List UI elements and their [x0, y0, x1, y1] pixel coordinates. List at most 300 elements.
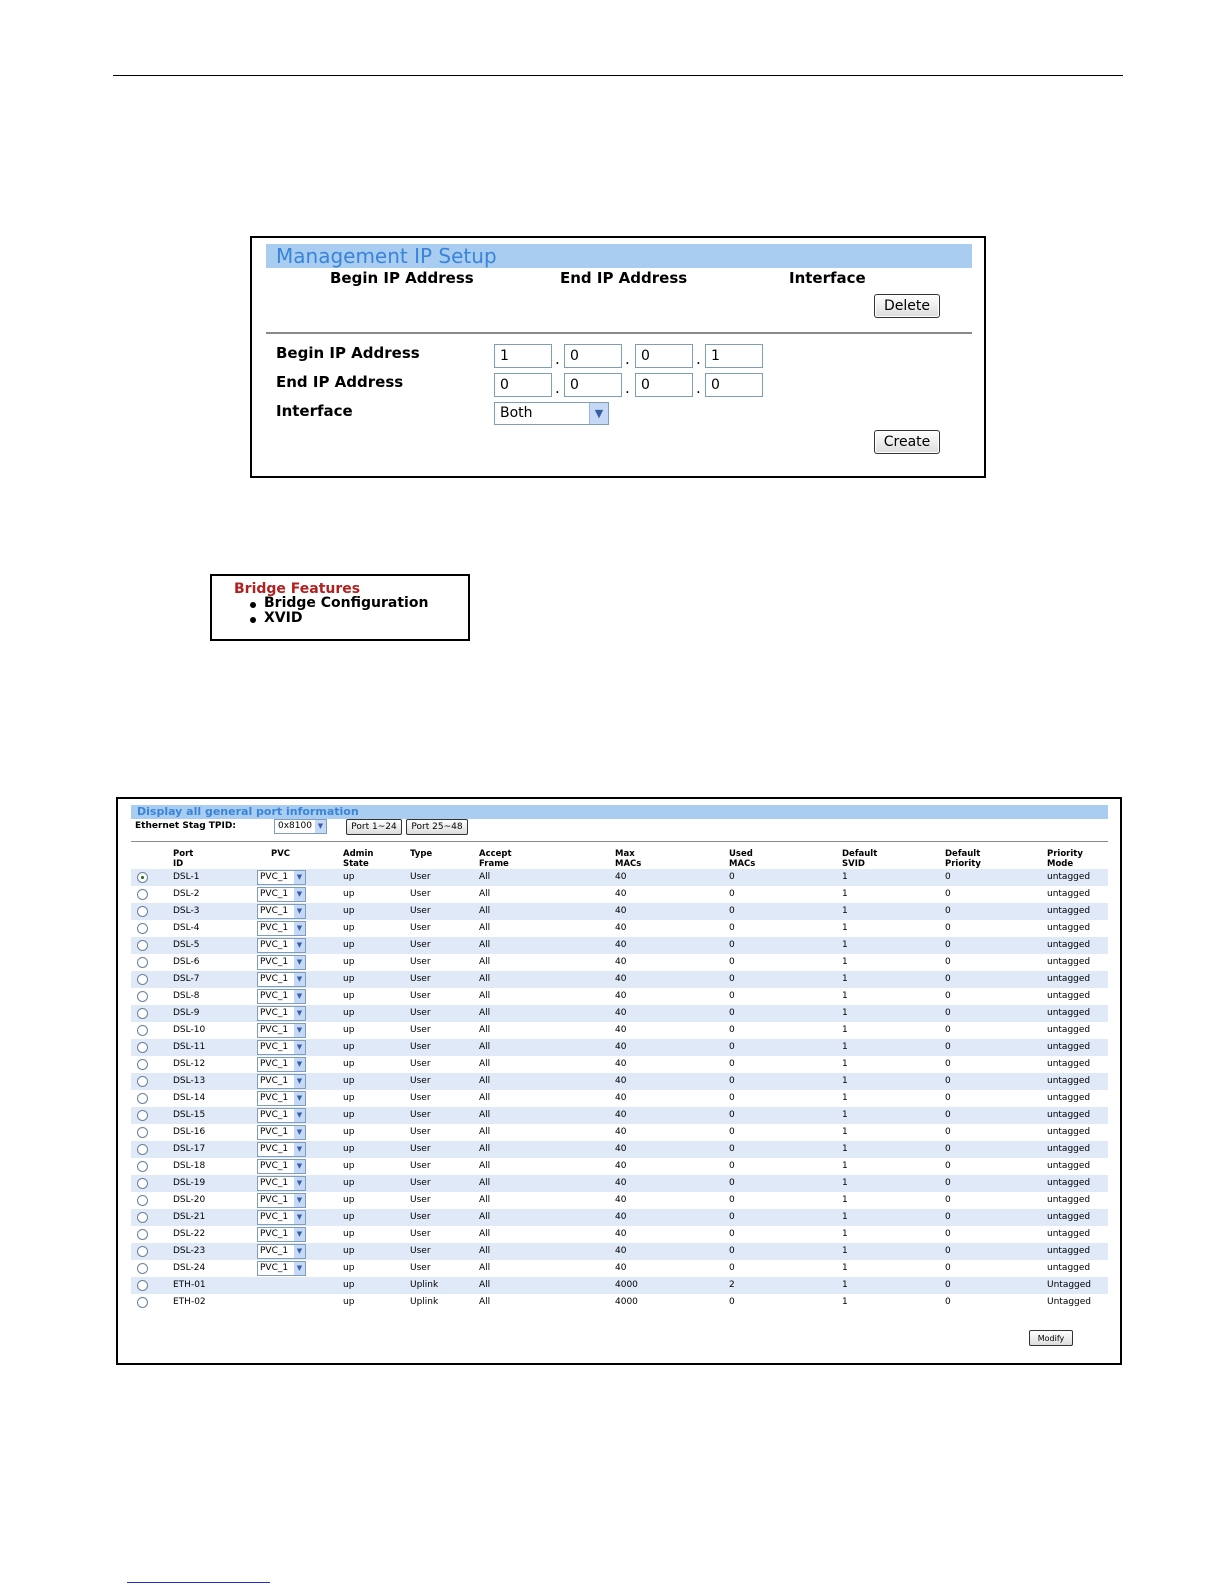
column-header-line: Type [410, 849, 433, 859]
begin-ip-octet-1[interactable]: 1 [494, 344, 552, 368]
cell-default-priority: 0 [945, 1008, 951, 1018]
cell-type: Uplink [410, 1280, 439, 1290]
ip-dot: . [696, 350, 701, 368]
cell-type: User [410, 872, 431, 882]
cell-accept-frame: All [479, 1161, 491, 1171]
column-end-ip: End IP Address [560, 269, 688, 287]
pvc-select-value: PVC_1 [260, 906, 289, 916]
menu-item-bridge-configuration[interactable]: Bridge Configuration [264, 595, 429, 611]
column-interface: Interface [789, 269, 866, 287]
ip-dot: . [625, 350, 630, 368]
cell-accept-frame: All [479, 1042, 491, 1052]
cell-used-macs: 0 [729, 1025, 735, 1035]
interface-select-value: Both [500, 405, 533, 421]
cell-used-macs: 0 [729, 957, 735, 967]
cell-max-macs: 40 [615, 872, 627, 882]
cell-port-id: DSL-8 [173, 991, 200, 1001]
row-select-radio[interactable] [137, 923, 148, 934]
ip-dot: . [555, 350, 560, 368]
cell-default-svid: 1 [842, 1297, 848, 1307]
table-row [131, 1005, 1108, 1022]
cell-default-priority: 0 [945, 872, 951, 882]
cell-type: User [410, 1161, 431, 1171]
column-header-line: Priority [945, 859, 981, 869]
cell-used-macs: 0 [729, 1093, 735, 1103]
pvc-select[interactable] [257, 1023, 306, 1038]
cell-default-svid: 1 [842, 1212, 848, 1222]
row-select-radio[interactable] [137, 1297, 148, 1308]
table-row [131, 1243, 1108, 1260]
cell-port-id: DSL-9 [173, 1008, 200, 1018]
cell-admin-state: up [343, 1076, 355, 1086]
cell-default-svid: 1 [842, 1093, 848, 1103]
cell-max-macs: 40 [615, 1229, 627, 1239]
cell-default-priority: 0 [945, 940, 951, 950]
cell-max-macs: 4000 [615, 1297, 638, 1307]
chevron-down-icon[interactable]: ▼ [294, 990, 305, 1003]
cell-priority-mode: untagged [1047, 1263, 1091, 1273]
chevron-down-icon[interactable]: ▼ [294, 1262, 305, 1275]
pvc-select[interactable] [257, 1227, 306, 1242]
pvc-select[interactable] [257, 1108, 306, 1123]
pvc-select[interactable] [257, 1057, 306, 1072]
begin-ip-octet-4[interactable]: 1 [705, 344, 763, 368]
cell-priority-mode: untagged [1047, 940, 1091, 950]
table-row [131, 1226, 1108, 1243]
table-row [131, 1090, 1108, 1107]
column-header-line: Accept [479, 849, 512, 859]
cell-max-macs: 40 [615, 1076, 627, 1086]
cell-priority-mode: untagged [1047, 1178, 1091, 1188]
cell-max-macs: 40 [615, 1144, 627, 1154]
row-select-radio[interactable] [137, 1212, 148, 1223]
cell-default-priority: 0 [945, 1059, 951, 1069]
cell-type: User [410, 1263, 431, 1273]
column-header-line: ID [173, 859, 184, 869]
cell-accept-frame: All [479, 1229, 491, 1239]
end-ip-octet-2[interactable]: 0 [564, 373, 622, 397]
cell-default-svid: 1 [842, 1161, 848, 1171]
cell-used-macs: 0 [729, 1042, 735, 1052]
delete-button[interactable]: Delete [874, 294, 940, 318]
cell-max-macs: 4000 [615, 1280, 638, 1290]
row-select-radio[interactable] [137, 1025, 148, 1036]
cell-priority-mode: Untagged [1047, 1297, 1092, 1307]
pvc-select-value: PVC_1 [260, 1195, 289, 1205]
cell-priority-mode: untagged [1047, 1161, 1091, 1171]
pvc-select[interactable] [257, 955, 306, 970]
cell-accept-frame: All [479, 1093, 491, 1103]
cell-type: Uplink [410, 1297, 439, 1307]
row-select-radio[interactable] [137, 872, 148, 883]
cell-admin-state: up [343, 991, 355, 1001]
cell-default-svid: 1 [842, 1280, 848, 1290]
cell-default-priority: 0 [945, 1144, 951, 1154]
chevron-down-icon[interactable]: ▼ [294, 1109, 305, 1122]
pvc-select-value: PVC_1 [260, 991, 289, 1001]
pvc-select[interactable] [257, 1159, 306, 1174]
column-header-line: Frame [479, 859, 509, 869]
port-1-24-button[interactable]: Port 1~24 [346, 819, 402, 835]
chevron-down-icon[interactable]: ▼ [294, 1160, 305, 1173]
cell-default-priority: 0 [945, 1025, 951, 1035]
cell-port-id: DSL-13 [173, 1076, 206, 1086]
cell-port-id: DSL-15 [173, 1110, 206, 1120]
cell-priority-mode: untagged [1047, 1025, 1091, 1035]
table-row [131, 1022, 1108, 1039]
table-row [131, 869, 1108, 886]
cell-type: User [410, 1229, 431, 1239]
ip-dot: . [696, 379, 701, 397]
port-25-48-button[interactable]: Port 25~48 [406, 819, 468, 835]
cell-used-macs: 0 [729, 889, 735, 899]
cell-port-id: DSL-3 [173, 906, 200, 916]
cell-used-macs: 0 [729, 1178, 735, 1188]
pvc-select[interactable] [257, 1040, 306, 1055]
column-header-line: Port [173, 849, 194, 859]
cell-priority-mode: untagged [1047, 1144, 1091, 1154]
cell-accept-frame: All [479, 1008, 491, 1018]
divider [131, 841, 1108, 842]
column-header-line: Default [842, 849, 878, 859]
cell-admin-state: up [343, 957, 355, 967]
row-select-radio[interactable] [137, 1263, 148, 1274]
cell-default-svid: 1 [842, 1059, 848, 1069]
end-ip-octet-1[interactable]: 0 [494, 373, 552, 397]
pvc-select[interactable] [257, 1244, 306, 1259]
column-header-priority-mode [1047, 849, 1083, 869]
management-ip-setup-panel [250, 236, 986, 478]
begin-ip-octet-2[interactable]: 0 [564, 344, 622, 368]
cell-default-priority: 0 [945, 1042, 951, 1052]
cell-port-id: DSL-17 [173, 1144, 206, 1154]
cell-default-priority: 0 [945, 1297, 951, 1307]
cell-accept-frame: All [479, 1127, 491, 1137]
tpid-select[interactable] [274, 819, 327, 834]
cell-priority-mode: untagged [1047, 1246, 1091, 1256]
pvc-select[interactable] [257, 1176, 306, 1191]
pvc-select[interactable] [257, 1006, 306, 1021]
cell-port-id: DSL-11 [173, 1042, 206, 1052]
cell-accept-frame: All [479, 1212, 491, 1222]
cell-max-macs: 40 [615, 1178, 627, 1188]
cell-accept-frame: All [479, 1297, 491, 1307]
row-select-radio[interactable] [137, 1161, 148, 1172]
create-button[interactable]: Create [874, 430, 940, 454]
cell-accept-frame: All [479, 906, 491, 916]
interface-select[interactable] [494, 402, 609, 425]
cell-default-priority: 0 [945, 1110, 951, 1120]
cell-used-macs: 0 [729, 1229, 735, 1239]
row-select-radio[interactable] [137, 940, 148, 951]
end-ip-octet-4[interactable]: 0 [705, 373, 763, 397]
cell-admin-state: up [343, 923, 355, 933]
chevron-down-icon[interactable]: ▼ [315, 820, 326, 833]
pvc-select-value: PVC_1 [260, 1042, 289, 1052]
table-row [131, 1260, 1108, 1277]
cell-used-macs: 0 [729, 1246, 735, 1256]
menu-item-xvid[interactable]: XVID [264, 610, 303, 626]
chevron-down-icon[interactable]: ▼ [294, 1092, 305, 1105]
cell-admin-state: up [343, 1246, 355, 1256]
cell-accept-frame: All [479, 1059, 491, 1069]
column-header-port-id [173, 849, 193, 869]
pvc-select-value: PVC_1 [260, 872, 289, 882]
end-ip-label: End IP Address [276, 373, 404, 391]
cell-default-svid: 1 [842, 1110, 848, 1120]
cell-default-svid: 1 [842, 991, 848, 1001]
cell-type: User [410, 940, 431, 950]
chevron-down-icon[interactable]: ▼ [294, 922, 305, 935]
cell-priority-mode: Untagged [1047, 1280, 1092, 1290]
row-select-radio[interactable] [137, 889, 148, 900]
chevron-down-icon[interactable]: ▼ [294, 1245, 305, 1258]
cell-port-id: DSL-4 [173, 923, 200, 933]
cell-used-macs: 0 [729, 1297, 735, 1307]
column-header-accept-frame [479, 849, 512, 869]
chevron-down-icon[interactable]: ▼ [294, 1041, 305, 1054]
cell-default-svid: 1 [842, 1246, 848, 1256]
row-select-radio[interactable] [137, 1093, 148, 1104]
row-select-radio[interactable] [137, 1059, 148, 1070]
cell-default-svid: 1 [842, 1144, 848, 1154]
cell-port-id: DSL-21 [173, 1212, 206, 1222]
pvc-select[interactable] [257, 921, 306, 936]
pvc-select[interactable] [257, 1142, 306, 1157]
chevron-down-icon[interactable]: ▼ [294, 1228, 305, 1241]
cell-default-priority: 0 [945, 906, 951, 916]
cell-admin-state: up [343, 1178, 355, 1188]
cell-max-macs: 40 [615, 1093, 627, 1103]
cell-type: User [410, 1025, 431, 1035]
cell-priority-mode: untagged [1047, 1212, 1091, 1222]
cell-default-priority: 0 [945, 923, 951, 933]
cell-type: User [410, 1246, 431, 1256]
cell-priority-mode: untagged [1047, 1127, 1091, 1137]
cell-accept-frame: All [479, 1144, 491, 1154]
table-row [131, 971, 1108, 988]
pvc-select-value: PVC_1 [260, 1025, 289, 1035]
table-row [131, 937, 1108, 954]
pvc-select[interactable] [257, 972, 306, 987]
cell-used-macs: 0 [729, 1195, 735, 1205]
cell-default-priority: 0 [945, 1127, 951, 1137]
row-select-radio[interactable] [137, 1110, 148, 1121]
pvc-select[interactable] [257, 1074, 306, 1089]
row-select-radio[interactable] [137, 1008, 148, 1019]
pvc-select[interactable] [257, 938, 306, 953]
cell-port-id: DSL-24 [173, 1263, 206, 1273]
cell-admin-state: up [343, 1042, 355, 1052]
cell-accept-frame: All [479, 1195, 491, 1205]
row-select-radio[interactable] [137, 1280, 148, 1291]
pvc-select[interactable] [257, 904, 306, 919]
cell-default-priority: 0 [945, 1178, 951, 1188]
panel-title: Display all general port information [131, 805, 1108, 819]
chevron-down-icon[interactable]: ▼ [294, 1058, 305, 1071]
pvc-select-value: PVC_1 [260, 1229, 289, 1239]
end-ip-octet-3[interactable]: 0 [635, 373, 693, 397]
cell-used-macs: 0 [729, 1144, 735, 1154]
pvc-select[interactable] [257, 1193, 306, 1208]
row-select-radio[interactable] [137, 974, 148, 985]
row-select-radio[interactable] [137, 1229, 148, 1240]
cell-default-priority: 0 [945, 991, 951, 1001]
ip-dot: . [625, 379, 630, 397]
column-header-line: MACs [615, 859, 642, 869]
row-select-radio[interactable] [137, 1246, 148, 1257]
cell-max-macs: 40 [615, 1025, 627, 1035]
chevron-down-icon[interactable]: ▼ [294, 1075, 305, 1088]
cell-accept-frame: All [479, 923, 491, 933]
cell-priority-mode: untagged [1047, 1093, 1091, 1103]
pvc-select[interactable] [257, 1125, 306, 1140]
chevron-down-icon[interactable]: ▼ [294, 1007, 305, 1020]
row-select-radio[interactable] [137, 1042, 148, 1053]
pvc-select-value: PVC_1 [260, 1110, 289, 1120]
cell-used-macs: 0 [729, 1110, 735, 1120]
row-select-radio[interactable] [137, 1178, 148, 1189]
table-row [131, 1158, 1108, 1175]
cell-used-macs: 0 [729, 1212, 735, 1222]
modify-button[interactable]: Modify [1029, 1330, 1073, 1346]
chevron-down-icon[interactable]: ▼ [294, 888, 305, 901]
cell-default-svid: 1 [842, 1263, 848, 1273]
cell-type: User [410, 1110, 431, 1120]
chevron-down-icon[interactable]: ▼ [294, 905, 305, 918]
column-header-line: Admin [343, 849, 374, 859]
pvc-select-value: PVC_1 [260, 1144, 289, 1154]
cell-port-id: DSL-23 [173, 1246, 206, 1256]
cell-admin-state: up [343, 1195, 355, 1205]
cell-port-id: ETH-02 [173, 1297, 206, 1307]
cell-accept-frame: All [479, 1246, 491, 1256]
chevron-down-icon[interactable]: ▼ [294, 956, 305, 969]
table-row [131, 1056, 1108, 1073]
chevron-down-icon[interactable]: ▼ [294, 939, 305, 952]
row-select-radio[interactable] [137, 957, 148, 968]
chevron-down-icon[interactable]: ▼ [294, 871, 305, 884]
pvc-select[interactable] [257, 887, 306, 902]
table-row [131, 1277, 1108, 1294]
row-select-radio[interactable] [137, 1144, 148, 1155]
cell-port-id: DSL-20 [173, 1195, 206, 1205]
cell-type: User [410, 1076, 431, 1086]
cell-default-priority: 0 [945, 1263, 951, 1273]
cell-priority-mode: untagged [1047, 1229, 1091, 1239]
chevron-down-icon[interactable]: ▼ [294, 973, 305, 986]
chevron-down-icon[interactable]: ▼ [294, 1177, 305, 1190]
cell-admin-state: up [343, 1212, 355, 1222]
cell-default-priority: 0 [945, 1212, 951, 1222]
pvc-select-value: PVC_1 [260, 1161, 289, 1171]
pvc-select-value: PVC_1 [260, 1008, 289, 1018]
cell-default-priority: 0 [945, 1280, 951, 1290]
cell-port-id: DSL-1 [173, 872, 200, 882]
cell-default-svid: 1 [842, 1076, 848, 1086]
column-header-line: SVID [842, 859, 865, 869]
cell-port-id: DSL-5 [173, 940, 200, 950]
cell-default-svid: 1 [842, 1127, 848, 1137]
pvc-select-value: PVC_1 [260, 1059, 289, 1069]
pvc-select[interactable] [257, 1261, 306, 1276]
cell-port-id: DSL-16 [173, 1127, 206, 1137]
cell-type: User [410, 1093, 431, 1103]
cell-accept-frame: All [479, 957, 491, 967]
cell-priority-mode: untagged [1047, 991, 1091, 1001]
cell-default-svid: 1 [842, 957, 848, 967]
cell-priority-mode: untagged [1047, 1059, 1091, 1069]
chevron-down-icon[interactable]: ▼ [294, 1126, 305, 1139]
tpid-label: Ethernet Stag TPID: [135, 821, 236, 831]
row-select-radio[interactable] [137, 1076, 148, 1087]
cell-used-macs: 0 [729, 1263, 735, 1273]
cell-type: User [410, 1178, 431, 1188]
cell-admin-state: up [343, 906, 355, 916]
cell-used-macs: 0 [729, 1127, 735, 1137]
cell-accept-frame: All [479, 1178, 491, 1188]
cell-accept-frame: All [479, 1110, 491, 1120]
row-select-radio[interactable] [137, 991, 148, 1002]
column-header-max-macs [615, 849, 641, 869]
column-header-admin-state [343, 849, 374, 869]
cell-accept-frame: All [479, 1025, 491, 1035]
cell-used-macs: 0 [729, 991, 735, 1001]
begin-ip-octet-3[interactable]: 0 [635, 344, 693, 368]
row-select-radio[interactable] [137, 906, 148, 917]
cell-used-macs: 0 [729, 1076, 735, 1086]
cell-admin-state: up [343, 1025, 355, 1035]
chevron-down-icon[interactable]: ▼ [294, 1024, 305, 1037]
cell-accept-frame: All [479, 889, 491, 899]
cell-default-svid: 1 [842, 1008, 848, 1018]
chevron-down-icon[interactable]: ▼ [294, 1194, 305, 1207]
cell-admin-state: up [343, 872, 355, 882]
table-row [131, 954, 1108, 971]
cell-port-id: DSL-7 [173, 974, 200, 984]
pvc-select[interactable] [257, 1091, 306, 1106]
chevron-down-icon[interactable]: ▼ [294, 1211, 305, 1224]
pvc-select[interactable] [257, 870, 306, 885]
chevron-down-icon[interactable]: ▼ [294, 1143, 305, 1156]
cell-priority-mode: untagged [1047, 923, 1091, 933]
row-select-radio[interactable] [137, 1127, 148, 1138]
bridge-features-title: Bridge Features [234, 581, 361, 597]
row-select-radio[interactable] [137, 1195, 148, 1206]
pvc-select[interactable] [257, 989, 306, 1004]
cell-type: User [410, 957, 431, 967]
cell-default-priority: 0 [945, 957, 951, 967]
table-row [131, 1124, 1108, 1141]
cell-default-priority: 0 [945, 1229, 951, 1239]
table-row [131, 988, 1108, 1005]
pvc-select[interactable] [257, 1210, 306, 1225]
chevron-down-icon[interactable]: ▼ [589, 403, 608, 424]
cell-default-priority: 0 [945, 1246, 951, 1256]
column-header-line: Used [729, 849, 753, 859]
cell-priority-mode: untagged [1047, 1076, 1091, 1086]
cell-max-macs: 40 [615, 1161, 627, 1171]
cell-default-priority: 0 [945, 889, 951, 899]
cell-priority-mode: untagged [1047, 957, 1091, 967]
cell-default-priority: 0 [945, 1161, 951, 1171]
cell-max-macs: 40 [615, 1127, 627, 1137]
bullet-icon [250, 602, 256, 608]
cell-default-svid: 1 [842, 1025, 848, 1035]
cell-priority-mode: untagged [1047, 872, 1091, 882]
cell-port-id: DSL-18 [173, 1161, 206, 1171]
column-header-line: Default [945, 849, 981, 859]
